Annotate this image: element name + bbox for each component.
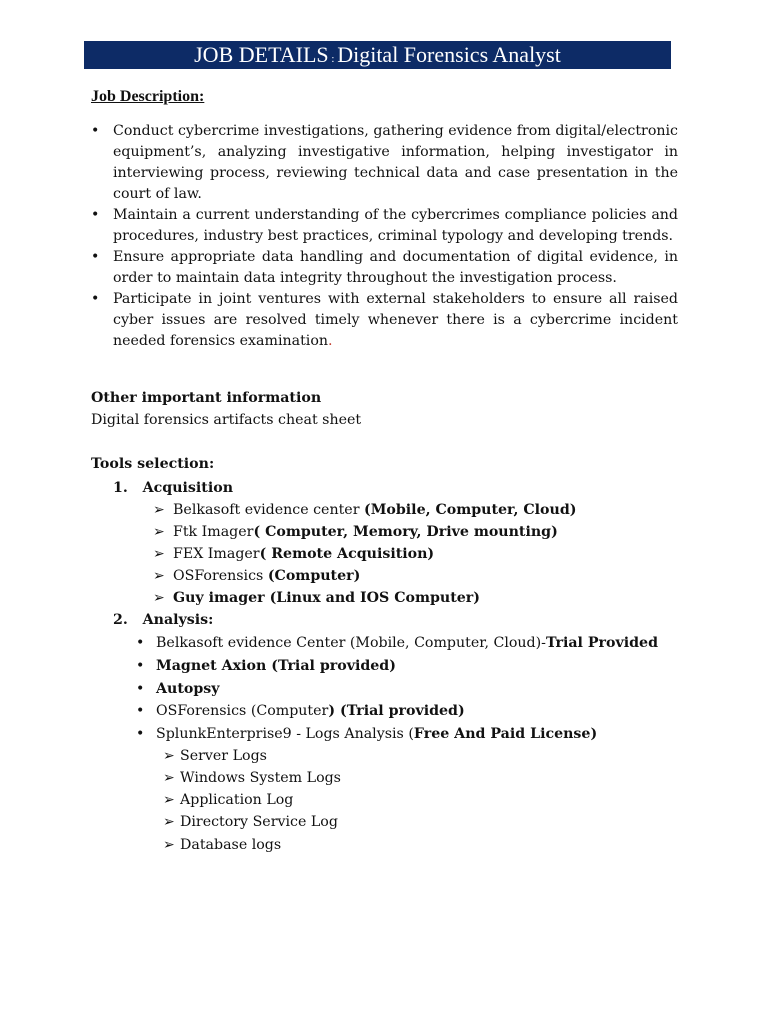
description-item [91, 289, 678, 352]
log-type-item [163, 835, 281, 855]
arrow-bullet-icon: ➢ [153, 502, 165, 518]
bullet-icon: • [91, 207, 100, 223]
item-text: Belkasoft evidence center [173, 502, 364, 518]
acquisition-item [153, 588, 480, 608]
description-text: Participate in joint ventures with external stakeholders to ensure all raised cyber issues are resolved timely whenever there is a cybercrime incident needed forensics examination [113, 291, 678, 349]
description-item [91, 121, 678, 205]
arrow-bullet-icon: ➢ [163, 770, 175, 786]
description-text: Ensure appropriate data handling and documentation of digital evidence, in order to maintain data integrity throughout the investigation process. [113, 249, 678, 286]
log-type-text: Application Log [180, 792, 294, 808]
bullet-icon: • [136, 681, 145, 697]
arrow-bullet-icon: ➢ [153, 546, 165, 562]
acquisition-item [153, 566, 360, 586]
tools-heading: Tools selection: [91, 456, 215, 472]
title-part-2: Digital Forensics Analyst [337, 42, 561, 67]
analysis-item [136, 701, 465, 721]
item-bold-text: ( Remote Acquisition) [259, 546, 435, 562]
acquisition-item [153, 522, 558, 542]
acquisition-title: Acquisition [142, 480, 234, 496]
log-type-item [163, 768, 341, 788]
analysis-heading [113, 610, 213, 630]
item-text: Ftk Imager [173, 524, 254, 540]
job-description-heading: Job Description: [91, 88, 205, 105]
arrow-bullet-icon: ➢ [153, 524, 165, 540]
item-bold-text: ) (Trial provided) [328, 703, 465, 719]
item-bold-text: Autopsy [156, 681, 220, 697]
analysis-number: 2. [113, 612, 128, 628]
log-type-text: Database logs [180, 837, 282, 853]
log-type-text: Server Logs [180, 748, 267, 764]
arrow-bullet-icon: ➢ [163, 814, 175, 830]
log-type-item [163, 812, 338, 832]
acquisition-item [153, 500, 576, 520]
item-text: OSForensics [173, 568, 268, 584]
analysis-item [136, 679, 220, 699]
item-text: SplunkEnterprise9 - Logs Analysis ( [156, 726, 414, 742]
acquisition-heading [113, 478, 233, 498]
other-info-text: Digital forensics artifacts cheat sheet [91, 412, 362, 428]
log-type-text: Windows System Logs [180, 770, 341, 786]
bullet-icon: • [91, 249, 100, 265]
analysis-title: Analysis: [142, 612, 214, 628]
log-type-item [163, 790, 293, 810]
item-bold-text: ( Computer, Memory, Drive mounting) [253, 524, 558, 540]
description-text: Conduct cybercrime investigations, gathering evidence from digital/electronic equipment’s, analyzing investigative information, helping investigator in interviewing process, reviewing technical data and case presentation in the court of law. [113, 123, 678, 202]
item-text: FEX Imager [173, 546, 260, 562]
bullet-icon: • [136, 635, 145, 651]
item-bold-text: Free And Paid License) [413, 726, 598, 742]
description-item [91, 205, 678, 247]
arrow-bullet-icon: ➢ [153, 590, 165, 606]
arrow-bullet-icon: ➢ [163, 837, 175, 853]
analysis-item [136, 724, 597, 744]
arrow-bullet-icon: ➢ [153, 568, 165, 584]
bullet-icon: • [91, 123, 100, 139]
item-text: Belkasoft evidence Center (Mobile, Computer, Cloud)- [156, 635, 546, 651]
job-description-list [91, 121, 678, 352]
title-separator: : [328, 53, 338, 65]
log-type-text: Directory Service Log [180, 814, 338, 830]
description-item [91, 247, 678, 289]
bullet-icon: • [136, 658, 145, 674]
arrow-bullet-icon: ➢ [163, 792, 175, 808]
bullet-icon: • [91, 291, 100, 307]
item-bold-text: (Mobile, Computer, Cloud) [363, 502, 577, 518]
analysis-item [136, 656, 396, 676]
log-type-item [163, 746, 267, 766]
item-bold-text: Guy imager (Linux and IOS Computer) [173, 590, 480, 606]
acquisition-item [153, 544, 434, 564]
item-bold-text: Trial Provided [545, 635, 658, 651]
description-text: Maintain a current understanding of the cybercrimes compliance policies and procedures, industry best practices, criminal typology and developing trends. [113, 207, 678, 244]
title-part-1: JOB DETAILS [194, 42, 329, 67]
item-bold-text: Magnet Axion (Trial provided) [156, 658, 396, 674]
description-end-mark: . [328, 333, 333, 349]
page-title-banner [84, 41, 671, 69]
bullet-icon: • [136, 703, 145, 719]
arrow-bullet-icon: ➢ [163, 748, 175, 764]
analysis-item [136, 633, 658, 653]
other-info-heading: Other important information [91, 390, 322, 406]
acquisition-number: 1. [113, 480, 128, 496]
item-text: OSForensics (Computer [156, 703, 329, 719]
bullet-icon: • [136, 726, 145, 742]
item-bold-text: (Computer) [267, 568, 361, 584]
